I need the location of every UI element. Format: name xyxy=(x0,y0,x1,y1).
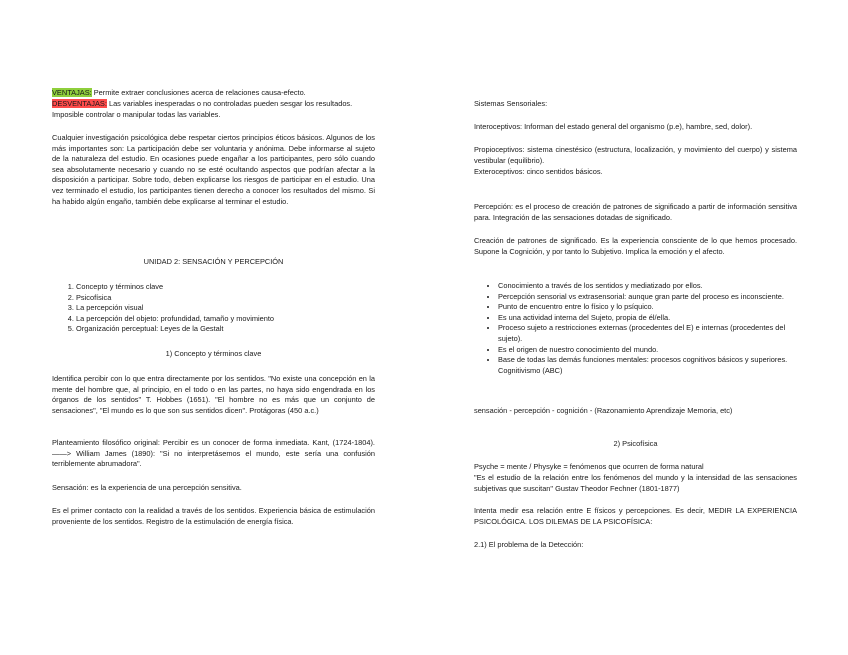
disadvantages-label: DESVENTAJAS: xyxy=(52,99,107,108)
pattern-paragraph: Creación de patrones de significado. Es la experiencia consciente de lo que hemos procesado. Supone la Cognición, y por tanto lo Subjetivo. Implica la emoción y el afecto. xyxy=(474,236,797,256)
disadvantages-text: Las variables inesperadas o no controladas pueden sesgar los resultados. Imposible controlar o manipular todas las variables. xyxy=(52,99,353,119)
chain-text: sensación - percepción - cognición - (Razonamiento Aprendizaje Memoria, etc) xyxy=(474,406,733,415)
measure-paragraph: Intenta medir esa relación entre E físicos y percepciones. Es decir, MEDIR LA EXPERIENCIA PSICOLÓGICA. LOS DILEMAS DE LA PSICOFÍSICA: xyxy=(474,506,797,526)
list-item: 1. Concepto y términos clave xyxy=(76,282,375,293)
unit-title: UNIDAD 2: SENSACIÓN Y PERCEPCIÓN xyxy=(143,257,284,266)
list-item: • Percepción sensorial vs extrasensorial: aunque gran parte del proceso es inconsciente. xyxy=(498,292,797,303)
list-item: • Es una actividad interna del Sujeto, propia de él/ella. xyxy=(498,313,797,324)
advantages-label: VENTAJAS: xyxy=(52,88,92,97)
perception-paragraph: Percepción: es el proceso de creación de patrones de significado a partir de información sensitiva para. Integración de las sensaciones dotadas de significado. xyxy=(474,202,797,222)
sensation-definition: Sensación: es la experiencia de una percepción sensitiva. xyxy=(52,483,242,492)
identity-paragraph: Identifica percibir con lo que entra directamente por los sentidos. "No existe una concepción en la mente del hombre que, al principio, en el todo o en las partes, no haya sido engendrada en los órganos de los sentidos" T. Hobbes (1651). "El hombre no es más que un conjunto de sensaciones", "El mundo es lo que son sus sentidos dicen". Protágoras (450 a.c.) xyxy=(52,374,375,415)
subsection-title: 2.1) El problema de la Detección: xyxy=(474,540,584,549)
disadvantages-paragraph xyxy=(52,99,375,120)
interoceptive-text: Interoceptivos: Informan del estado general del organismo (p.e), hambre, sed, dolor). xyxy=(474,122,753,131)
sensory-systems-title: Sistemas Sensoriales: xyxy=(474,99,548,108)
psyche-definition: Psyche = mente / Physyke = fenómenos que ocurren de forma natural xyxy=(474,462,704,471)
list-item: 3. La percepción visual xyxy=(76,303,375,314)
fechner-quote: "Es el estudio de la relación entre los fenómenos del mundo y la intensidad de las sensaciones subjetivas que suscitan" Gustav Theodor Fechner (1801-1877) xyxy=(474,473,797,493)
list-item: 5. Organización perceptual: Leyes de la Gestalt xyxy=(76,324,375,335)
philosophical-paragraph: Planteamiento filosófico original: Percibir es un conocer de forma inmediata. Kant, (1724-1804). ——> William James (1890): "Si no interpretásemos el mundo, este sería una confusión terriblemente abrumadora". xyxy=(52,438,375,469)
list-item: • Es el origen de nuestro conocimiento del mundo. xyxy=(498,345,797,356)
advantages-paragraph xyxy=(52,88,375,99)
first-contact-paragraph: Es el primer contacto con la realidad a través de los sentidos. Experiencia básica de estimulación proveniente de los sentidos. Registro de la estimulación de energía física. xyxy=(52,506,375,526)
proprioceptive-text: Propioceptivos: sistema cinestésico (estructura, localización, y movimiento del cuerpo) y sistema vestibular (equilibrio). xyxy=(474,145,797,165)
list-item: • Base de todas las demás funciones mentales: procesos cognitivos básicos y superiores. Cognitivismo (ABC) xyxy=(498,355,797,376)
ethics-paragraph: Cualquier investigación psicológica debe respetar ciertos principios éticos básicos. Algunos de los más importantes son: La participación debe ser voluntaria y anónima. Debe informarse al sujeto de la naturaleza del estudio. En ocasiones puede engañar a los participantes, pero sólo cuando sea absolutamente necesario y cuando no se esté ocultando aspectos que podrían afectar a la disposición a participar. Sobre todo, deben explicarse los riesgos de participar en el estudio. Una vez terminado el estudio, los participantes tienen derecho a conocer los resultados del mismo. Si ha habido algún engaño, también debe explicarse al terminar el estudio. xyxy=(52,133,375,206)
list-item: • Punto de encuentro entre lo físico y lo psíquico. xyxy=(498,302,797,313)
section2-title: 2) Psicofísica xyxy=(613,439,658,448)
list-item: • Proceso sujeto a restricciones externas (procedentes del E) e internas (procedentes del sujeto). xyxy=(498,323,797,344)
advantages-text: Permite extraer conclusiones acerca de relaciones causa-efecto. xyxy=(91,88,306,97)
list-item: 2. Psicofísica xyxy=(76,293,375,304)
list-item: 4. La percepción del objeto: profundidad, tamaño y movimiento xyxy=(76,314,375,325)
exteroceptive-text: Exteroceptivos: cinco sentidos básicos. xyxy=(474,167,603,176)
list-item: • Conocimiento a través de los sentidos y mediatizado por ellos. xyxy=(498,281,797,292)
perception-bullets xyxy=(474,281,797,376)
unit-topics-list xyxy=(52,282,375,335)
section1-title: 1) Concepto y términos clave xyxy=(165,349,262,358)
